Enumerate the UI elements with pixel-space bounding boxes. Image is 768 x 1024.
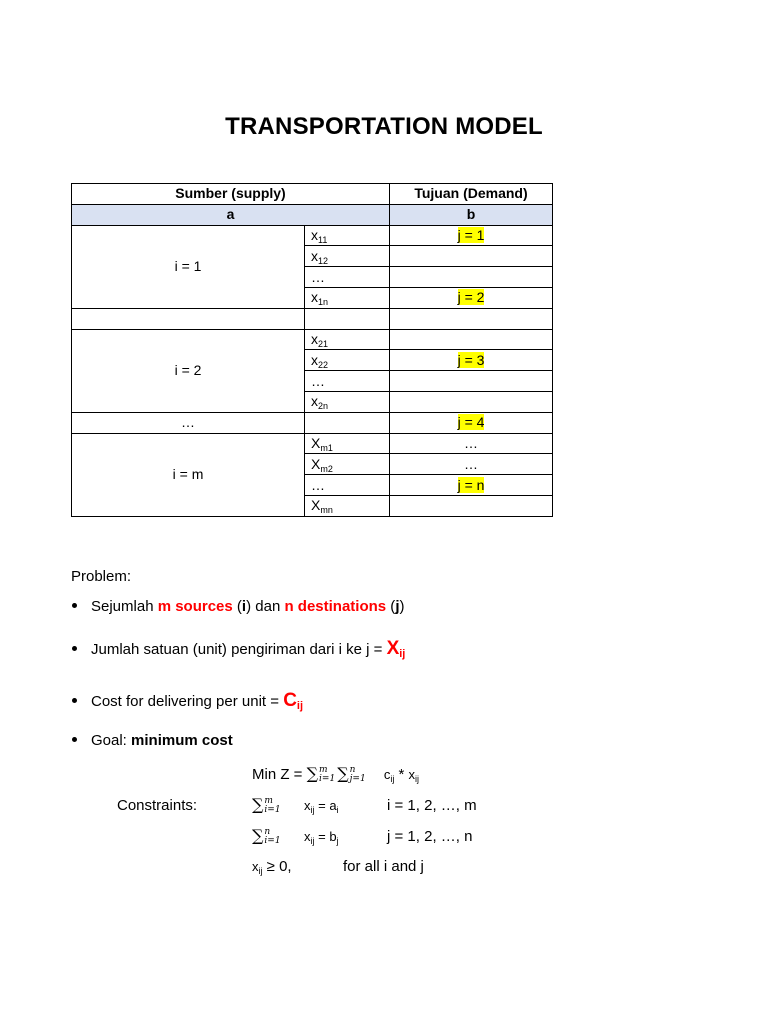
table-row: [72, 433, 553, 454]
constraint-demand: ∑n i=1: [252, 826, 281, 847]
dest-empty: [390, 371, 553, 392]
constraint-demand-range: j = 1, 2, …, n: [387, 828, 473, 845]
bullet-cost-per-unit: Cost for delivering per unit = $C_{ij}$: [71, 690, 303, 712]
constraints-label: Constraints:: [117, 797, 198, 814]
table-row: [72, 412, 553, 433]
bullet-sources-destinations: Sejumlah m sources (i) dan n destinations (j): [71, 598, 404, 615]
var-xm-dots: …: [305, 475, 390, 496]
constraint-supply-expr: $x_{ij} = a_i$: [304, 798, 339, 815]
dest-empty: [390, 267, 553, 288]
table-row: [72, 329, 553, 350]
var-x1-dots: …: [305, 267, 390, 288]
source-dots: …: [72, 412, 305, 433]
header-demand: Tujuan (Demand): [390, 184, 553, 205]
constraint-nonnegativity: $x_{ij} \ge 0$,: [252, 858, 292, 876]
bullet-dot-icon: [72, 698, 77, 703]
source-i2: i = 2: [72, 329, 305, 412]
constraint-forall: for all i and j: [343, 858, 424, 875]
problem-label: Problem:: [71, 568, 132, 585]
dest-j2: j = 2: [390, 287, 553, 308]
var-x21: $x_{21}$: [305, 329, 390, 350]
dest-dots: …: [390, 454, 553, 475]
subheader-a: a: [72, 204, 390, 225]
subheader-b: b: [390, 204, 553, 225]
dest-j3: j = 3: [390, 350, 553, 371]
dest-empty: [390, 246, 553, 267]
table-subheader-row: [72, 204, 553, 225]
var-x2-dots: …: [305, 371, 390, 392]
var-xmn: $X_{mn}$: [305, 495, 390, 516]
var-xm1: $X_{m1}$: [305, 433, 390, 454]
page-title: TRANSPORTATION MODEL: [225, 113, 543, 140]
dest-j4: j = 4: [390, 412, 553, 433]
bullet-dot-icon: [72, 737, 77, 742]
dest-j1: j = 1: [390, 225, 553, 246]
bullet-dot-icon: [72, 603, 77, 608]
var-x1n: $x_{1n}$: [305, 287, 390, 308]
bullet-dot-icon: [72, 646, 77, 651]
dest-dots: …: [390, 433, 553, 454]
bullet-goal: Goal: minimum cost: [71, 732, 233, 749]
source-i1: i = 1: [72, 225, 305, 308]
constraint-supply: ∑m i=1: [252, 795, 281, 816]
dest-jn: j = n: [390, 475, 553, 496]
table-row: [72, 225, 553, 246]
constraint-demand-expr: $x_{ij} = b_j$: [304, 829, 339, 846]
var-x22: $x_{22}$: [305, 350, 390, 371]
table-row-empty: [72, 308, 553, 329]
dest-empty: [390, 495, 553, 516]
var-x2n: $x_{2n}$: [305, 391, 390, 412]
var-xm2: $X_{m2}$: [305, 454, 390, 475]
source-im: i = m: [72, 433, 305, 516]
dest-empty: [390, 329, 553, 350]
bullet-units-shipped: Jumlah satuan (unit) pengiriman dari i ke $j = X_{ij}$: [71, 638, 405, 660]
objective-function: Min Z = ∑m i=1 ∑n j=1 $c_{ij} * x_{ij}$: [252, 764, 420, 785]
var-x11: $x_{11}$: [305, 225, 390, 246]
constraint-supply-range: i = 1, 2, …, m: [387, 797, 477, 814]
var-x12: $x_{12}$: [305, 246, 390, 267]
dest-empty: [390, 391, 553, 412]
table-header-row: [72, 184, 553, 205]
transportation-table: [71, 183, 553, 517]
header-supply: Sumber (supply): [72, 184, 390, 205]
